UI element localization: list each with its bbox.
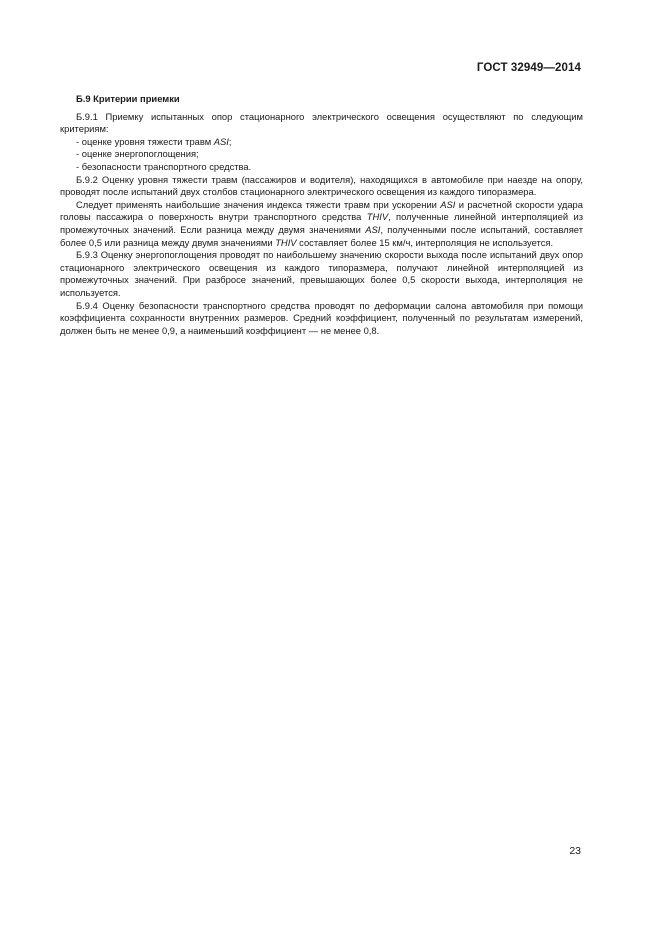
paragraph-interpolation bbox=[60, 199, 583, 249]
list-item-text: - оценке энергопоглощения; bbox=[76, 148, 199, 160]
text-run: составляет более 15 км/ч, интерполяция не используется. bbox=[296, 236, 554, 248]
term-asi: ASI bbox=[365, 223, 381, 235]
list-item-text: ; bbox=[228, 135, 232, 147]
text-run: , полученные линейной интерполяцией из промежуточных значений. Если разница между двумя значениями bbox=[60, 211, 583, 235]
list-item-text: - безопасности транспортного средства. bbox=[76, 160, 252, 172]
section-title: Б.9 Критерии приемки bbox=[76, 93, 180, 104]
paragraph-b91: Б.9.1 Приемку испытанных опор стационарного электрического освещения осуществляют по следующим критериям: bbox=[60, 110, 583, 135]
list-item-asi bbox=[60, 136, 583, 149]
document-body bbox=[60, 93, 583, 337]
term-thiv: THIV bbox=[275, 236, 297, 248]
text-run: Следует применять наибольшие значения индекса тяжести травм при ускорении bbox=[76, 198, 441, 210]
paragraph-b94: Б.9.4 Оценку безопасности транспортного средства проводят по деформации салона автомобиля при помощи коэффициента сохранности внутренних размеров. Средний коэффициент, полученный по результатам измерений, должен быть не менее 0,9, а наименьший коэффициент — не менее 0,8. bbox=[60, 299, 583, 336]
term-thiv: THIV bbox=[366, 211, 389, 223]
paragraph-b92: Б.9.2 Оценку уровня тяжести травм (пассажиров и водителя), находящихся в автомобиле при наезде на опору, проводят после испытаний двух столбов стационарного электрического освещения из каждого типоразмера. bbox=[60, 173, 583, 198]
text-run: , полученными после испытаний, составляет более 0,5 или разница между двумя значениями bbox=[60, 223, 584, 248]
list-item-energy bbox=[60, 148, 583, 161]
document-standard-id: ГОСТ 32949—2014 bbox=[476, 62, 581, 74]
list-item-text: - оценке уровня тяжести травм bbox=[76, 135, 214, 147]
term-asi: ASI bbox=[440, 198, 456, 210]
list-item-vehicle-safety bbox=[60, 161, 583, 174]
text-run: и расчетной скорости удара головы пассажира о поверхность внутри транспортного средства bbox=[60, 198, 583, 223]
list-item-term: ASI bbox=[213, 135, 229, 147]
paragraph-b93: Б.9.3 Оценку энергопоглощения проводят по наибольшему значению скорости выхода после испытаний двух опор стационарного электрического освещения из каждого типоразмера, получают линейной интерполяцией из промежуточных значений. При разбросе значений, превышающих более 0,5 скорости выхода, интерполяция не используется. bbox=[60, 249, 583, 298]
page-number: 23 bbox=[569, 845, 581, 857]
